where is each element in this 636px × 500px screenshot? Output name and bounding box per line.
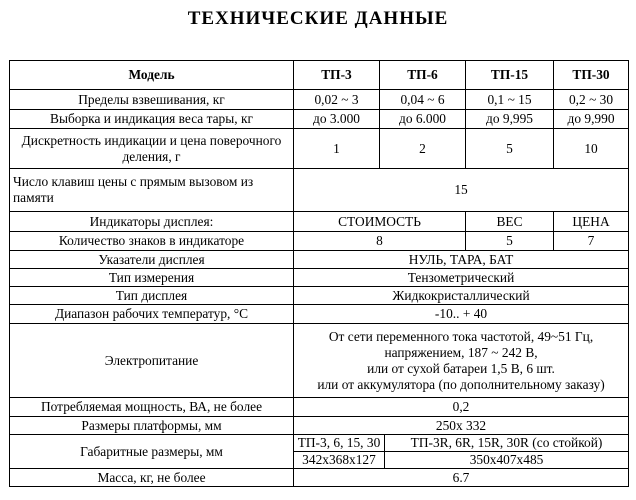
- cell: 1: [294, 129, 380, 169]
- table-row: [10, 469, 629, 487]
- cell: 5: [466, 232, 554, 251]
- header-tp6: ТП-6: [380, 61, 466, 90]
- cell: 350х407х485: [385, 452, 629, 469]
- header-tp15: ТП-15: [466, 61, 554, 90]
- header-model: Модель: [10, 61, 294, 90]
- cell: 8: [294, 232, 466, 251]
- cell: Жидкокристаллический: [294, 287, 629, 305]
- power-line: или от сухой батареи 1,5 В, 6 шт.: [367, 360, 555, 376]
- row-label: Тип дисплея: [10, 287, 294, 305]
- cell: ЦЕНА: [554, 212, 629, 232]
- row-label: Диапазон рабочих температур, °С: [10, 305, 294, 324]
- cell: 5: [466, 129, 554, 169]
- page-title: ТЕХНИЧЕСКИЕ ДАННЫЕ: [187, 8, 449, 29]
- row-label: Тип измерения: [10, 269, 294, 287]
- row-label: Потребляемая мощность, ВА, не более: [10, 398, 294, 417]
- cell: 15: [294, 169, 629, 212]
- power-line: напряжением, 187 ~ 242 В,: [384, 344, 538, 360]
- table-header-row: [10, 61, 629, 90]
- cell: НУЛЬ, ТАРА, БАТ: [294, 251, 629, 269]
- cell: Тензометрический: [294, 269, 629, 287]
- cell: ТП-3, 6, 15, 30: [294, 435, 385, 452]
- row-label: Электропитание: [10, 324, 294, 398]
- table-row: [10, 287, 629, 305]
- cell: до 9,990: [554, 110, 629, 129]
- row-label: Масса, кг, не более: [10, 469, 294, 487]
- table-row: [10, 169, 629, 212]
- table-row: [10, 324, 629, 398]
- cell: до 3.000: [294, 110, 380, 129]
- cell: 0,02 ~ 3: [294, 90, 380, 110]
- cell: 0,04 ~ 6: [380, 90, 466, 110]
- cell: 7: [554, 232, 629, 251]
- power-cell: [294, 324, 629, 398]
- table-row: [10, 269, 629, 287]
- table-row: [10, 305, 629, 324]
- cell: 0,2 ~ 30: [554, 90, 629, 110]
- table-row: [10, 435, 629, 452]
- cell: до 9,995: [466, 110, 554, 129]
- table-row: [10, 417, 629, 435]
- row-label: Индикаторы дисплея:: [10, 212, 294, 232]
- table-row: [10, 232, 629, 251]
- table-row: [10, 129, 629, 169]
- row-label: Число клавиш цены с прямым вызовом из памяти: [10, 169, 294, 212]
- cell: 2: [380, 129, 466, 169]
- cell: 250х 332: [294, 417, 629, 435]
- table-row: [10, 251, 629, 269]
- row-label: Дискретность индикации и цена поверочного деления, г: [10, 129, 294, 169]
- spec-table: [9, 60, 629, 487]
- power-line: От сети переменного тока частотой, 49~51 Гц,: [328, 328, 594, 344]
- row-label: Количество знаков в индикаторе: [10, 232, 294, 251]
- row-label: Указатели дисплея: [10, 251, 294, 269]
- cell: до 6.000: [380, 110, 466, 129]
- cell: ТП-3R, 6R, 15R, 30R (со стойкой): [385, 435, 629, 452]
- table-row: [10, 398, 629, 417]
- cell: 6.7: [294, 469, 629, 487]
- table-row: [10, 212, 629, 232]
- header-tp3: ТП-3: [294, 61, 380, 90]
- cell: 0,2: [294, 398, 629, 417]
- cell: СТОИМОСТЬ: [294, 212, 466, 232]
- table-row: [10, 90, 629, 110]
- cell: 0,1 ~ 15: [466, 90, 554, 110]
- row-label: Габаритные размеры, мм: [10, 435, 294, 469]
- cell: 10: [554, 129, 629, 169]
- cell: 342х368х127: [294, 452, 385, 469]
- table-row: [10, 110, 629, 129]
- cell: ВЕС: [466, 212, 554, 232]
- row-label: Пределы взвешивания, кг: [10, 90, 294, 110]
- cell: -10.. + 40: [294, 305, 629, 324]
- row-label: Размеры платформы, мм: [10, 417, 294, 435]
- power-line: или от аккумулятора (по дополнительному заказу): [317, 376, 605, 392]
- row-label: Выборка и индикация веса тары, кг: [10, 110, 294, 129]
- header-tp30: ТП-30: [554, 61, 629, 90]
